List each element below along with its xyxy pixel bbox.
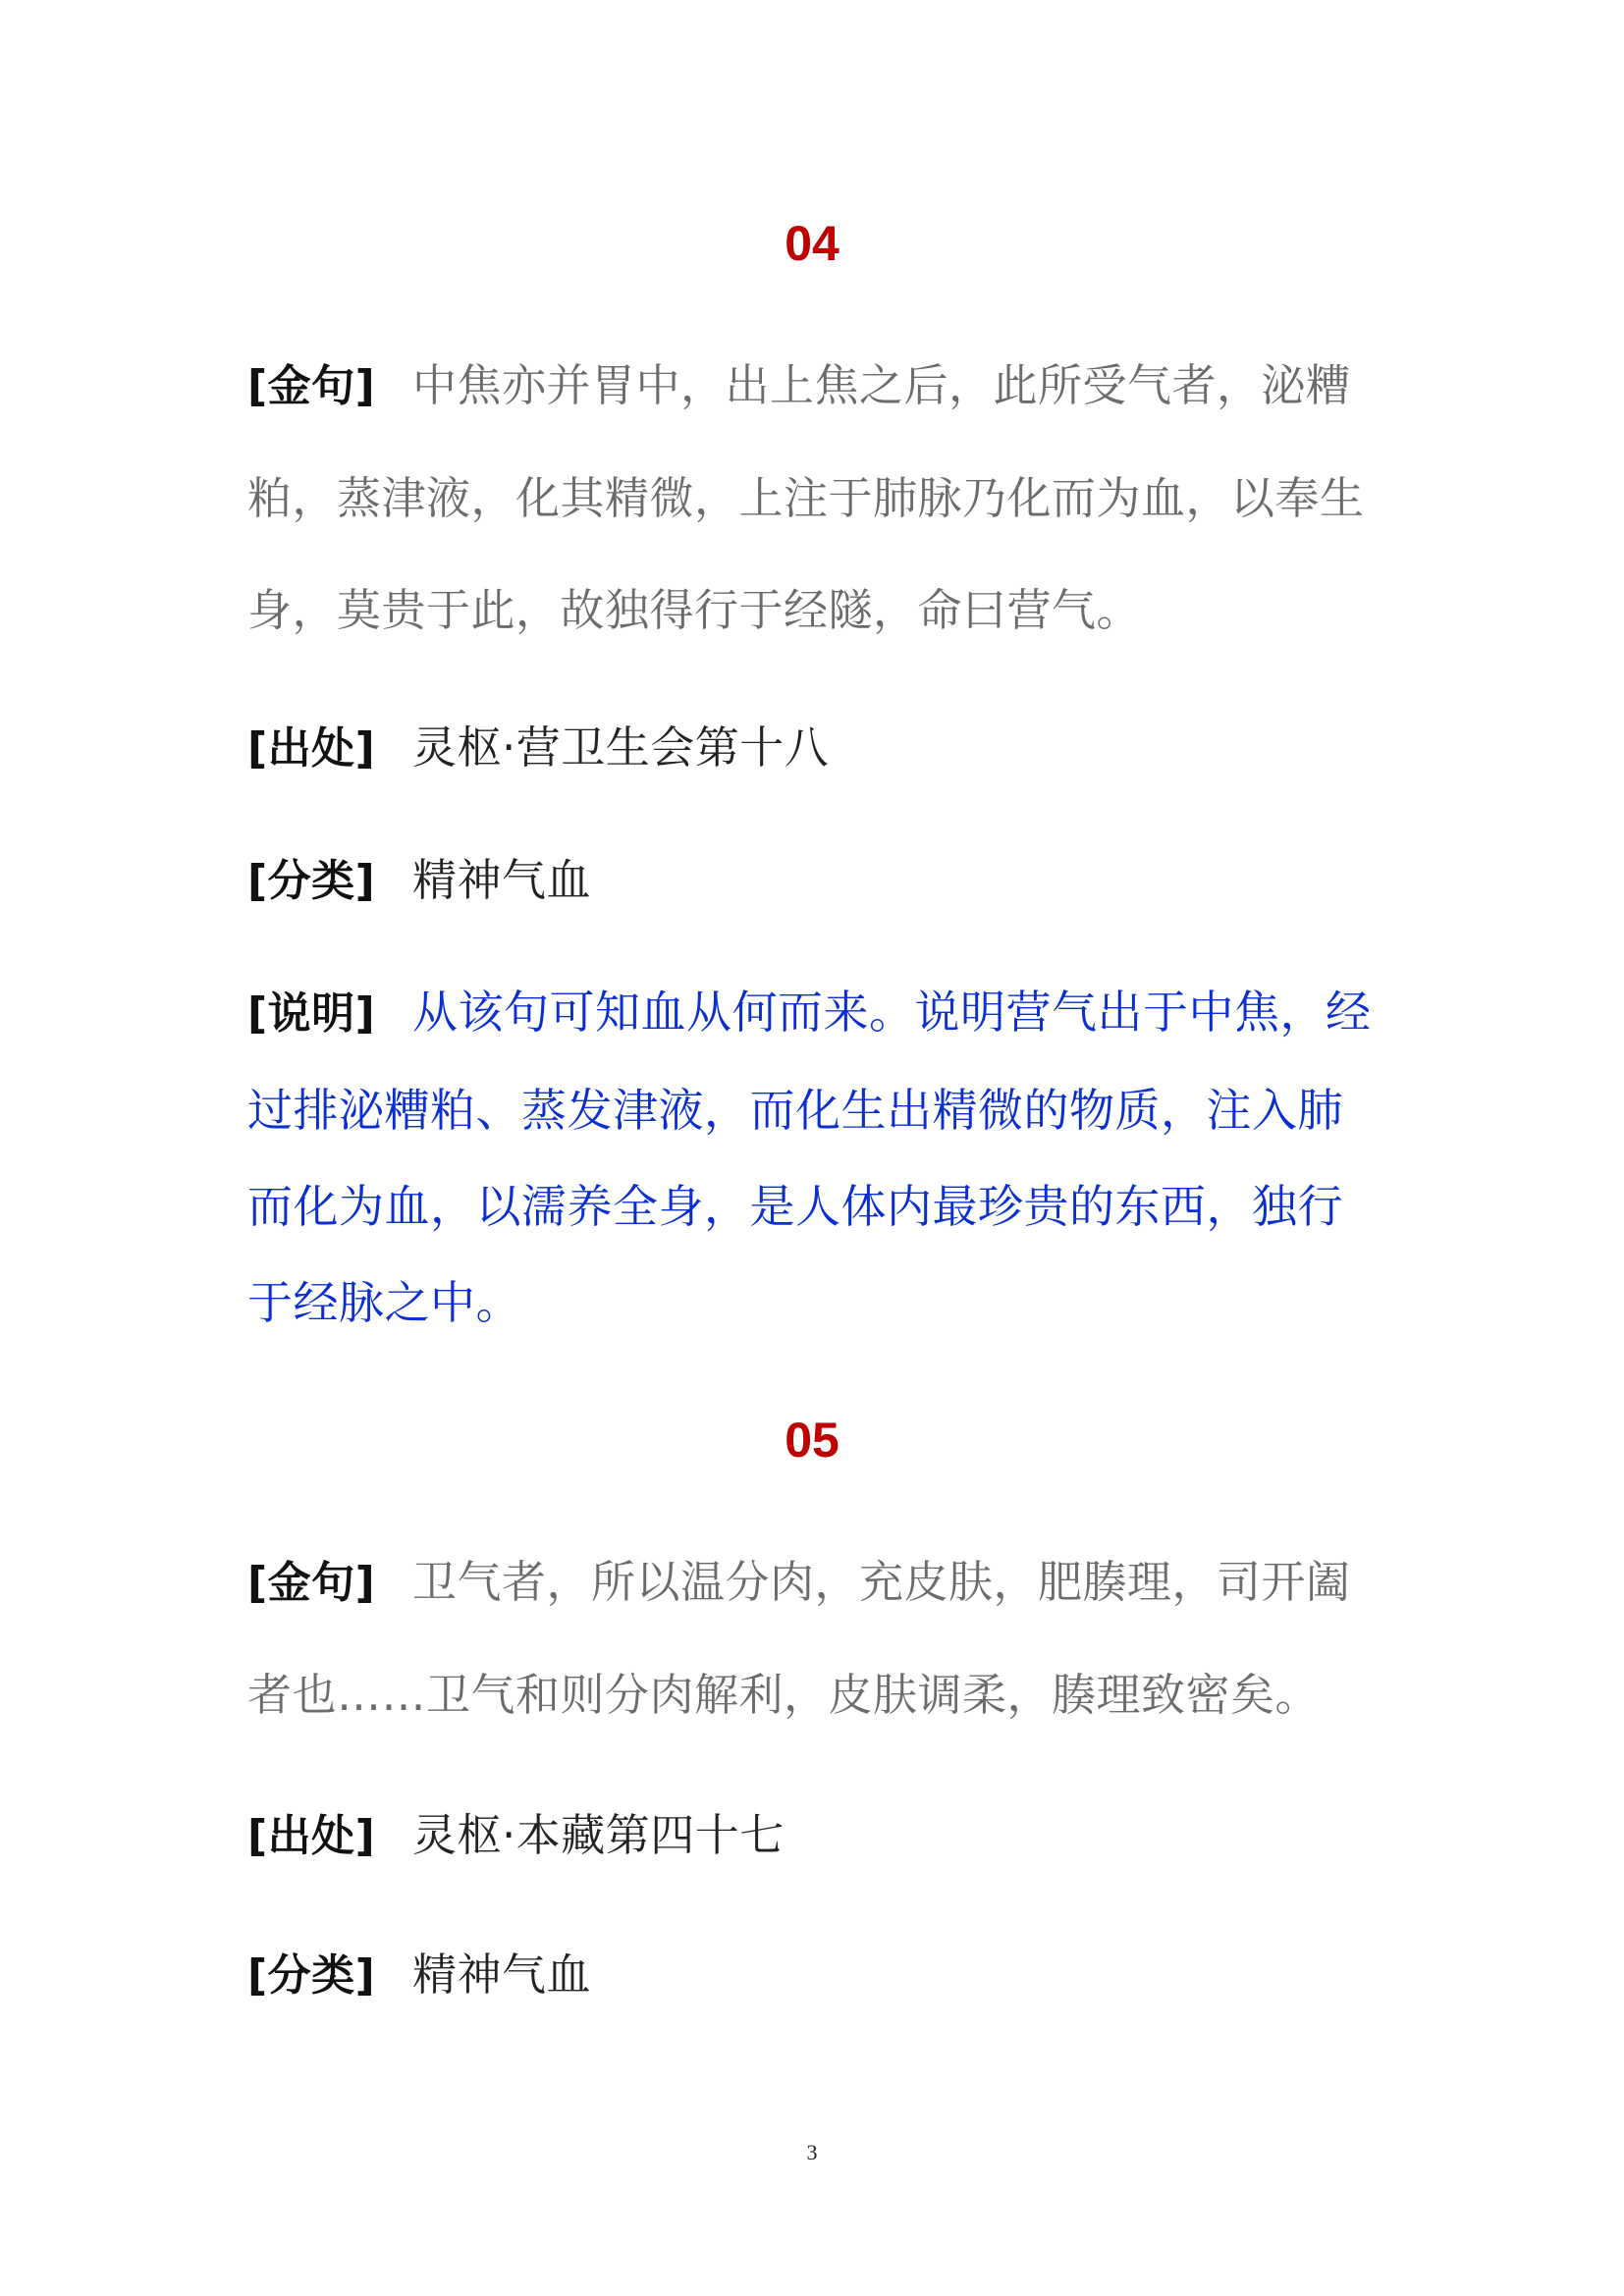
entry-number: 04 (785, 216, 839, 271)
explain-text: 从该句可知血从何而来。说明营气出于中焦，经过排泌糟粕、蒸发津液，而化生出精微的物质，注入肺而化为血，以濡养全身，是人体内最珍贵的东西，独行于经脉之中。 (247, 986, 1372, 1329)
quote-text: 中焦亦并胃中，出上焦之后，此所受气者，泌糟粕，蒸津液，化其精微，上注于肺脉乃化而为血，以奉生身，莫贵于此，故独得行于经隧，命曰营气。 (247, 359, 1365, 636)
source-tag: [出处] (247, 723, 376, 774)
quote-tag: [金句] (247, 1558, 376, 1608)
category-line (247, 1919, 1386, 2032)
source-text: 灵枢·营卫生会第十八 (412, 721, 830, 774)
page-number: 3 (806, 2140, 818, 2164)
quote-tag: [金句] (247, 361, 376, 411)
entry-number: 05 (785, 1413, 839, 1468)
category-tag: [分类] (247, 856, 376, 906)
source-text: 灵枢·本藏第四十七 (412, 1809, 785, 1861)
explain-paragraph (247, 964, 1386, 1351)
quote-text: 卫气者，所以温分肉，充皮肤，肥腠理，司开阖者也……卫气和则分肉解利，皮肤调柔，腠理致密矣。 (247, 1556, 1351, 1721)
category-text: 精神气血 (412, 854, 592, 906)
source-line (247, 692, 1386, 805)
category-line (247, 825, 1386, 937)
category-text: 精神气血 (412, 1949, 592, 2001)
quote-paragraph (247, 1526, 1386, 1751)
category-tag: [分类] (247, 1950, 376, 2001)
source-tag: [出处] (247, 1811, 376, 1861)
source-line (247, 1780, 1386, 1893)
quote-paragraph (247, 330, 1386, 667)
explain-tag: [说明] (247, 988, 376, 1039)
